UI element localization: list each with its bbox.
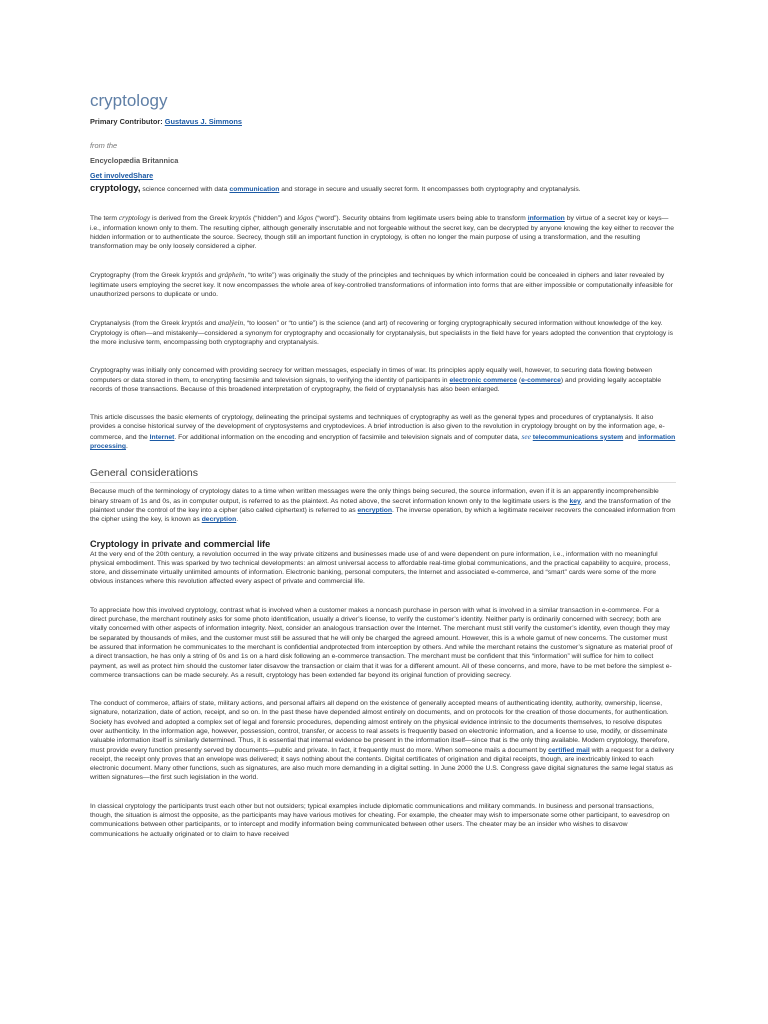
link-information-processing[interactable]: information processing — [90, 433, 676, 451]
paragraph-authentication — [90, 699, 676, 783]
text: and — [203, 272, 219, 280]
link-information[interactable]: information — [527, 215, 565, 223]
text: with a request for a delivery receipt, the receipt only proves that an envelope was delivered; it says nothing about the contents. Digital certificates of origination and digital receipts, though, are inextricably linked to each electronic document. Many other functions, such as signatures, are also much more demanding in a digital setting. In June 2000 the U.S. Congress gave digital signatures the same legal status as written signatures—the first such legislation in the world. — [90, 746, 675, 782]
text: ) and providing legally acceptable records of those transactions. Because of this broadened interpretation of cryptography, the field of cryptanalysis has also been enlarged. — [90, 376, 662, 393]
paragraph-terminology — [90, 487, 676, 524]
link-certified-mail[interactable]: certified mail — [548, 746, 590, 754]
contributor-link[interactable]: Gustavus J. Simmons — [164, 117, 242, 126]
text: . For additional information on the encoding and encryption of facsimile and television signals and of computer data, — [174, 433, 522, 441]
paragraph-cryptography — [90, 270, 676, 299]
link-electronic-commerce[interactable]: electronic commerce — [449, 376, 517, 384]
text: ( — [516, 376, 522, 384]
text: This article discusses the basic elements of cryptology, delineating the principal systems and techniques of cryptography as well as the general types and procedures of cryptanalysis. It also provides a concise historical survey of the development of cryptosystems and cryptodevices. A brief introduction is also given to the revolution in cryptology brought on by the information age, e-commerce, and the — [90, 414, 665, 441]
get-involved-share-link[interactable]: Get involvedShare — [90, 171, 154, 180]
link-communication[interactable]: communication — [229, 186, 280, 193]
paragraph-e-commerce-contrast: To appreciate how this involved cryptology, contrast what is involved when a customer makes a noncash purchase in person with what is involved in a similar transaction in e-commerce. For a direct purchase, the merchant routinely asks for some photo identification, usually a driver’s license, to verify the customer’s identity. Neither party is ordinarily concerned with secrecy; both are vitally concerned with other aspects of information integrity. Next, consider an analogous transaction over the Internet. The merchant must still verify the customer’s identity, even though they may be separated by thousands of miles, and the customer must still be assured that he will only be charged the agreed amount. However, this is a whole gamut of new concerns. The customer must be assured that information he communicates to the merchant is confidential andprotected from interception by others. And while the merchant retains the customer’s signature as material proof of a direct transaction, he has only a string of 0s and 1s on a hard disk following an e-commerce transaction. The merchant must be confident that this “information” will suffice for him to collect payment, as well as protect him should the customer later disavow the transaction or claim that it was for a different amount. All of these concerns, and more, have to be met before the simplest e-commerce transactions can be made securely. As a result, cryptology has been extended far beyond its original function of providing secrecy. — [90, 606, 673, 679]
section-heading-general-considerations: General considerations — [90, 466, 676, 483]
subsection-heading-private-commercial: Cryptology in private and commercial life — [90, 538, 271, 549]
text: and — [203, 320, 219, 328]
text: , “to write”) was originally the study of the principles and techniques by which information could be concealed in ciphers and later revealed by legitimate users employing the secret key. It now encompasses the whole area of key-controlled transformations of information into forms that are either impossible or computationally infeasible for unauthorized persons to duplicate or undo. — [90, 272, 673, 299]
paragraph-revolution: At the very end of the 20th century, a revolution occurred in the way private citizens and businesses made use of and were dependent on pure information, i.e., information with no meaningful physical embodiment. This was sparked by two technical developments: an almost universal access to affordable real-time global communications, and the practical capability to acquire, process, store, and disseminate virtually unlimited amounts of information. Electronic banking, personal computers, the Internet and associated e-commerce, and “smart” cards were some of the more obvious instances where this revolution affected every aspect of private and commercial life. — [90, 550, 671, 586]
text: Cryptanalysis (from the Greek — [90, 320, 182, 328]
text: , “to loosen” or “to untie”) is the science (and art) of recovering or forging cryptographically secured information without knowledge of the key. Cryptology is often—and mistakenly—considered a synonym for cryptography and occasionally for cryptanalysis, but specialists in the field have for years adopted the convention that cryptology is the more inclusive term, encompassing both cryptography and cryptanalysis. — [90, 320, 674, 346]
greek-word: kryptós — [181, 318, 204, 328]
greek-word: kryptós — [181, 270, 204, 280]
link-encryption[interactable]: encryption — [357, 506, 393, 514]
text: Cryptography (from the Greek — [90, 272, 182, 280]
term: cryptology — [118, 213, 151, 223]
link-e-commerce[interactable]: e-commerce — [521, 376, 561, 384]
link-telecommunications-system[interactable]: telecommunications system — [532, 433, 624, 441]
link-decryption[interactable]: decryption — [201, 516, 237, 524]
paragraph-classical-cryptology: In classical cryptology the participants trust each other but not outsiders; typical examples include diplomatic communications and military commands. In business and personal transactions, though, the situation is almost the opposite, as the participants may have various motives for cheating. For example, the cheater may wish to impersonate some other participant, to eavesdrop on communications between other participants, or to intercept and modify information being communicated between other users. The cheater may be an insider who wishes to disavow communications he actually originated or to claim to have received — [90, 802, 670, 838]
text: The term — [90, 215, 119, 223]
text: (“hidden”) and — [251, 215, 298, 223]
paragraph-etymology — [90, 213, 676, 251]
greek-word: kryptós — [229, 213, 252, 223]
text: and — [623, 433, 639, 441]
paragraph-intro — [90, 184, 676, 194]
lead-term: cryptology, — [90, 183, 141, 194]
text: . The inverse operation, by which a legitimate receiver recovers the concealed information from the cipher using the key, is known as — [90, 506, 676, 524]
text: . — [126, 443, 128, 451]
see-label: see — [521, 431, 531, 441]
greek-word: lógos — [297, 213, 314, 223]
text: Cryptography was initially only concerned with providing secrecy for written messages, especially in times of war. Its principles apply equally well, however, to securing data flowing between computers or data stored in them, to encrypting facsimile and television signals, to verifying the identity of participants in — [90, 367, 653, 384]
text: and storage in secure and usually secret form. It encompasses both cryptography and cryptanalysis. — [279, 186, 581, 193]
link-key[interactable]: key — [569, 497, 581, 505]
paragraph-overview — [90, 413, 676, 451]
source-name: Encyclopædia Britannica — [90, 156, 179, 165]
contributor-label: Primary Contributor: — [90, 117, 163, 126]
link-internet[interactable]: Internet — [149, 433, 175, 441]
text: (“word”). Security obtains from legitimate users being able to transform — [313, 215, 528, 223]
contributor-line — [90, 117, 676, 127]
text: The conduct of commerce, affairs of state, military actions, and personal affairs all depend on the existence of generally accepted means of authenticating identity, authority, ownership, license, signature, notarization, date of action, receipt, and so on. In the past these have depended almost entirely on documents, and on protocols for the creation of those documents, for authentication. Society has evolved and adopted a complex set of legal and forensic procedures, depending almost entirely on the physical evidence intrinsic to the documents themselves, to resolve disputes over authenticity. In the information age, however, possession, control, transfer, or access to real assets is frequently based on electronic information, and a license to use, modify, or disseminate valuable information itself is similarly determined. Thus, it is essential that internal evidence be present in the information itself—since that is the only thing available. Modern cryptology, therefore, must provide every function presently served by documents—public and private. In fact, it frequently must do more. When someone mails a document by — [90, 700, 670, 754]
text: by virtue of a secret key or keys—i.e., information known only to them. The resulting cipher, although generally inscrutable and not forgeable without the secret key, can be decrypted by anyone knowing the key either to recover the hidden information or to authenticate the source. Secrecy, though still an important function in cryptology, is often no longer the main purpose of using a transformation, and the resulting transformation may be only loosely considered a cipher. — [90, 215, 674, 251]
text: is derived from the Greek — [150, 215, 230, 223]
greek-word: analýein — [218, 318, 244, 328]
paragraph-cryptanalysis — [90, 318, 676, 347]
greek-word: gráphein — [218, 270, 245, 280]
text: , and the transformation of the plaintext under the control of the key into a cipher (also called ciphertext) is referred to as — [90, 497, 671, 514]
text: science concerned with data — [140, 186, 230, 193]
text: . — [236, 516, 239, 524]
paragraph-scope — [90, 366, 676, 394]
from-label: from the — [90, 141, 118, 150]
article-title: cryptology — [90, 91, 168, 110]
text: Because much of the terminology of cryptology dates to a time when written messages were the only things being secured, the source information, even if it is an apparently incomprehensible binary stream of 1s and 0s, as in computer output, is referred to as the plaintext. As noted above, the secret information known only to the legitimate users is the — [90, 488, 659, 505]
